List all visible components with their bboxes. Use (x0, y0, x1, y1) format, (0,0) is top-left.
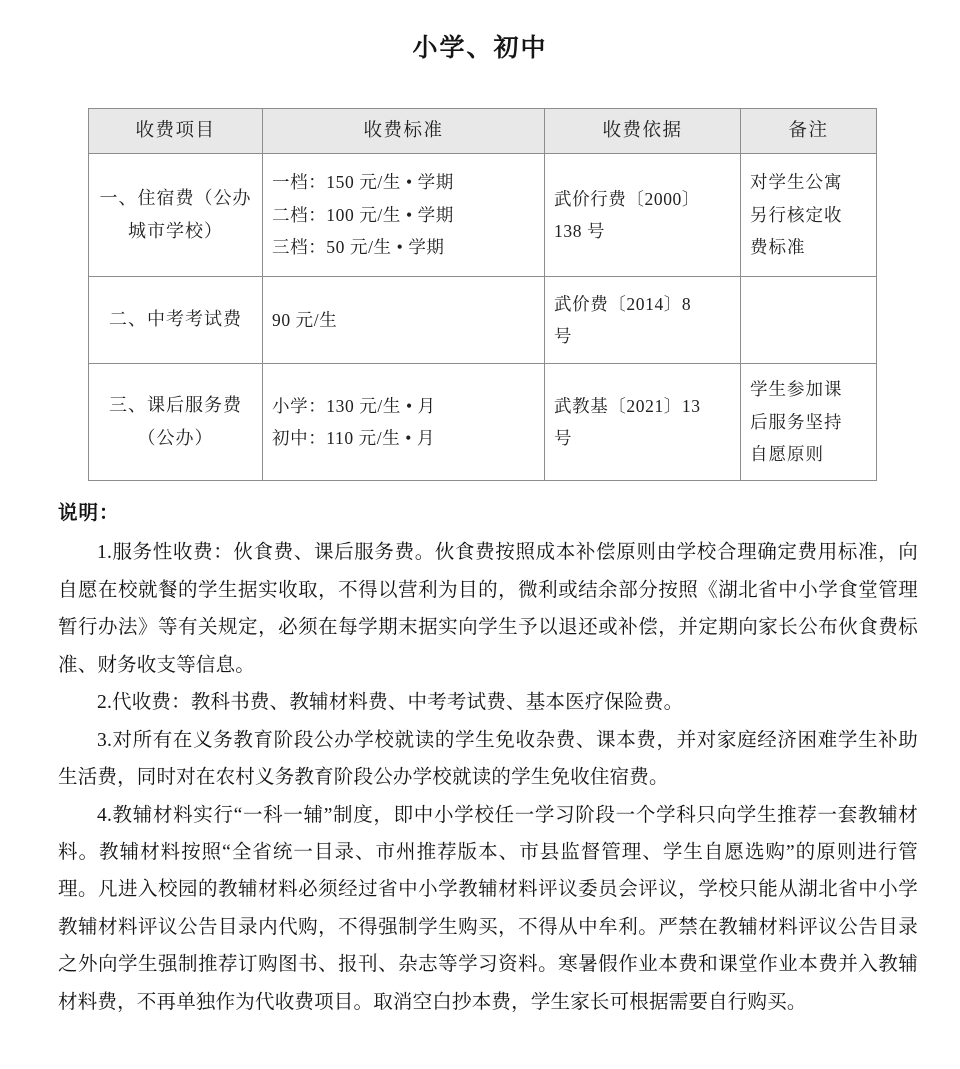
fee-basis-line: 武价行费〔2000〕 (554, 188, 700, 209)
cell-fee-standard (263, 277, 545, 364)
fee-item-text: 一、住宿费（公办城市学校） (99, 187, 252, 241)
cell-fee-basis (545, 154, 741, 277)
remark-line: 后服务坚持 (750, 411, 843, 432)
table-header-row (89, 109, 877, 154)
fee-basis-line: 138 号 (554, 221, 606, 241)
remark-line: 学生参加课 (750, 379, 843, 400)
cell-fee-standard (263, 154, 545, 277)
table-row (89, 154, 877, 277)
cell-fee-basis (545, 364, 741, 481)
remark-line: 费标准 (750, 237, 806, 258)
notes-heading: 说明： (58, 503, 120, 524)
fee-standard-line: 初中：110 元/生 • 月 (272, 428, 436, 448)
fee-basis-line: 号 (554, 326, 573, 346)
fee-basis-line: 武价费〔2014〕8 (554, 293, 692, 314)
fee-standard-line: 小学：130 元/生 • 月 (272, 395, 436, 416)
table-body (89, 154, 877, 481)
note-item-4: 4.教辅材料实行“一科一辅”制度，即中小学校任一学习阶段一个学科只向学生推荐一套教辅材料。教辅材料按照“全省统一目录、市州推荐版本、市县监督管理、学生自愿选购”的原则进行管理。凡进入校园的教辅材料必须经过省中小学教辅材料评议委员会评议，学校只能从湖北省中小学教辅材料评议公告目录内代购，不得强制学生购买，不得从中牟利。严禁在教辅材料评议公告目录之外向学生强制推荐订购图书、报刊、杂志等学习资料。寒暑假作业本费和课堂作业本费并入教辅材料费，不再单独作为代收费项目。取消空白抄本费，学生家长可根据需要自行购买。 (58, 804, 918, 1013)
column-header-fee-basis: 收费依据 (545, 109, 741, 154)
fee-item-text: 二、中考考试费 (109, 309, 242, 330)
fee-item-text: 三、课后服务费（公办） (109, 394, 242, 448)
cell-remark (741, 364, 877, 481)
fee-schedule-table (88, 108, 877, 481)
fee-standard-line: 90 元/生 (272, 309, 338, 330)
column-header-remark: 备注 (741, 109, 877, 154)
table-row (89, 364, 877, 481)
cell-remark (741, 154, 877, 277)
note-item-3: 3.对所有在义务教育阶段公办学校就读的学生免收杂费、课本费，并对家庭经济困难学生补助生活费，同时对在农村义务教育阶段公办学校就读的学生免收住宿费。 (58, 729, 918, 789)
column-header-fee-item: 收费项目 (89, 109, 263, 154)
cell-fee-item (89, 364, 263, 481)
remark-line: 自愿原则 (750, 444, 824, 465)
fee-table-container (0, 108, 960, 481)
cell-remark (741, 277, 877, 364)
cell-fee-item (89, 277, 263, 364)
cell-fee-item (89, 154, 263, 277)
table-row (89, 277, 877, 364)
remark-line: 另行核定收 (750, 204, 843, 225)
page-title: 小学、初中 (412, 35, 548, 62)
cell-fee-standard (263, 364, 545, 481)
fee-standard-line: 二档：100 元/生 • 学期 (272, 204, 454, 225)
table-header (89, 109, 877, 154)
fee-standard-line: 一档：150 元/生 • 学期 (272, 172, 454, 193)
fee-standard-line: 三档：50 元/生 • 学期 (272, 237, 445, 258)
fee-basis-line: 武教基〔2021〕13 (554, 395, 701, 416)
note-item-1: 1.服务性收费：伙食费、课后服务费。伙食费按照成本补偿原则由学校合理确定费用标准，向自愿在校就餐的学生据实收取，不得以营利为目的，微利或结余部分按照《湖北省中小学食堂管理暂行办法》等有关规定，必须在每学期末据实向学生予以退还或补偿，并定期向家长公布伙食费标准、财务收支等信息。 (58, 542, 918, 676)
fee-basis-line: 号 (554, 428, 573, 448)
remark-line: 对学生公寓 (750, 172, 843, 193)
column-header-fee-standard: 收费标准 (263, 109, 545, 154)
note-item-2: 2.代收费：教科书费、教辅材料费、中考考试费、基本医疗保险费。 (97, 692, 684, 714)
notes-section (0, 481, 960, 1021)
cell-fee-basis (545, 277, 741, 364)
